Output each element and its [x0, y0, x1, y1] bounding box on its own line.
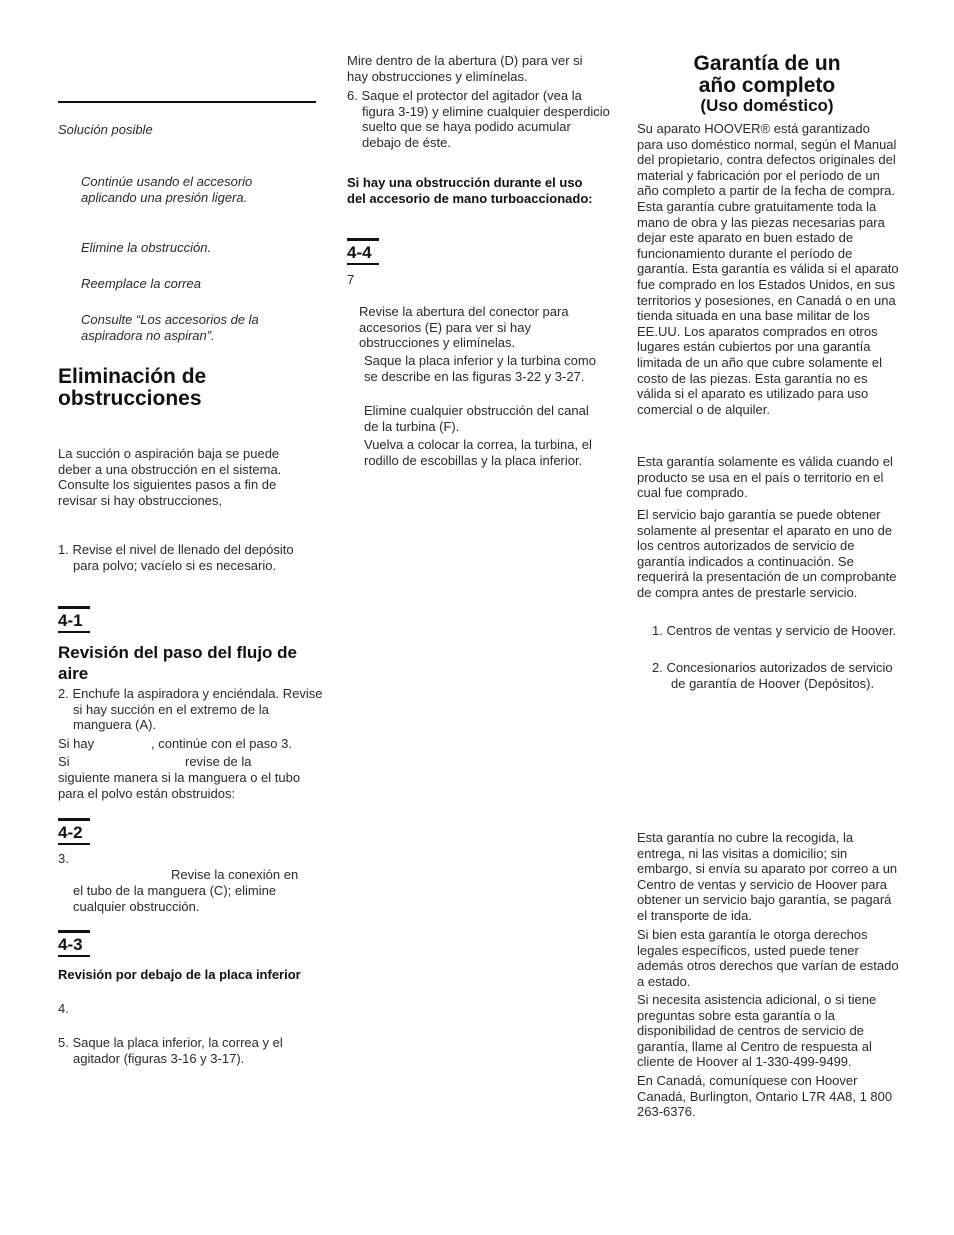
warranty-paragraph: El servicio bajo garantía se puede obtener solamente al presentar el aparato en uno de los centros autorizados de servicio de garantía indicados a continuación. Se requerirá la presentación de un comprobante de compra antes de prestarle servicio.	[637, 507, 897, 600]
section-underline	[347, 263, 379, 265]
step-3-number: 3.	[58, 851, 69, 866]
subsection-title-underplate: Revisión por debajo de la placa inferior	[58, 967, 301, 982]
step-3-continuation: el tubo de la manguera (C); elimine cualquier obstrucción.	[73, 883, 277, 914]
section-label-4-3: 4-3	[58, 935, 83, 954]
solution-item: Consulte “Los accesorios de la aspiradora no aspiran”.	[81, 312, 259, 343]
step-6: 6. Saque el protector del agitador (vea la figura 3-19) y elimine cualquier desperdicio suelto que se haya podido acumular debajo de éste.	[347, 88, 610, 150]
solution-item: Reemplace la correa	[81, 276, 201, 291]
solution-header: Solución posible	[58, 122, 153, 137]
section-rule	[58, 818, 90, 821]
warranty-paragraph: Si necesita asistencia adicional, o si tiene preguntas sobre esta garantía o la disponibilidad de centros de servicio de garantía, llame al Centro de respuesta al cliente de Hoover al 1-330-499-9499.	[637, 992, 877, 1070]
warranty-paragraph: Esta garantía no cubre la recogida, la entrega, ni las visitas a domicilio; sin embargo, si envía su aparato por correo a un Centro de ventas y servicio de Hoover para obtener un servicio bajo garantía, se pagará el transporte de ida.	[637, 830, 898, 923]
step-2: 2. Enchufe la aspiradora y enciéndala. Revise si hay succión en el extremo de la manguera (A).	[58, 686, 323, 733]
table-top-rule	[58, 101, 316, 103]
warranty-title-line2: año completo	[698, 74, 836, 97]
section-rule	[347, 238, 379, 241]
step-1: 1. Revise el nivel de llenado del depósito para polvo; vacíelo si es necesario.	[58, 542, 294, 573]
intro-paragraph: La succión o aspiración baja se puede deber a una obstrucción en el sistema. Consulte los siguientes pasos a fin de revisar si hay obstrucciones,	[58, 446, 282, 508]
warranty-paragraph: Esta garantía solamente es válida cuando el producto se usa en el país o territorio en el cual fue comprado.	[637, 454, 893, 501]
turbo-item: Revise la abertura del conector para accesorios (E) para ver si hay obstrucciones y elimínelas.	[359, 304, 569, 351]
section-underline	[58, 843, 90, 845]
si-hay-continuation: , continúe con el paso 3.	[151, 736, 292, 751]
warranty-subtitle: (Uso doméstico)	[700, 96, 834, 115]
service-list-item: 2. Concesionarios autorizados de servicio de garantía de Hoover (Depósitos).	[652, 660, 893, 691]
warranty-title-line1: Garantía de un	[693, 52, 841, 75]
continued-text: Mire dentro de la abertura (D) para ver si hay obstrucciones y elimínelas.	[347, 53, 583, 84]
subsection-title-airflow: Revisión del paso del flujo de aire	[58, 643, 297, 683]
step-3-text: Revise la conexión en	[171, 867, 299, 882]
service-list-item: 1. Centros de ventas y servicio de Hoover.	[652, 623, 897, 638]
solution-item: Continúe usando el accesorio aplicando una presión ligera.	[81, 174, 253, 205]
section-title-obstructions: Eliminación de obstrucciones	[58, 365, 207, 410]
turbo-item: Elimine cualquier obstrucción del canal de la turbina (F).	[364, 403, 589, 434]
turbo-item: Saque la placa inferior y la turbina como se describe en las figuras 3-22 y 3-27.	[364, 353, 596, 384]
warranty-paragraph: Si bien esta garantía le otorga derechos legales específicos, usted puede tener además otros derechos que varían de estado a estado.	[637, 927, 899, 989]
si-revise-text: revise de la	[185, 754, 252, 769]
warranty-paragraph: En Canadá, comuníquese con Hoover Canadá, Burlington, Ontario L7R 4A8, 1 800 263-6376.	[637, 1073, 893, 1120]
si-text: Si	[58, 754, 70, 769]
solution-item: Elimine la obstrucción.	[81, 240, 212, 255]
turbo-item: Vuelva a colocar la correa, la turbina, el rodillo de escobillas y la placa inferior.	[364, 437, 592, 468]
turbo-accessory-heading: Si hay una obstrucción durante el uso del accesorio de mano turboaccionado:	[347, 175, 593, 206]
si-hay-text: Si hay	[58, 736, 95, 751]
section-underline	[58, 631, 90, 633]
section-rule	[58, 606, 90, 609]
step-5: 5. Saque la placa inferior, la correa y el agitador (figuras 3-16 y 3-17).	[58, 1035, 283, 1066]
section-label-4-2: 4-2	[58, 823, 83, 842]
warranty-paragraph: Su aparato HOOVER® está garantizado para uso doméstico normal, según el Manual del propietario, contra defectos originales del material y fabricación por el período de un año completo a partir de la fecha de compra. Esta garantía cubre gratuitamente toda la mano de obra y las piezas necesarias para dejar este aparato en buen estado de funcionamiento durante el período de garantía. Esta garantía es válida si el aparato fue comprado en los Estados Unidos, en sus territorios y posesiones, en Canadá o en una tienda situada en una base militar de los EE.UU. Los aparatos comprados en otros lugares están cubiertos por una garantía limitada de un año que cubre solamente el costo de las piezas. Esta garantía no es válida si el aparato es utilizado para uso comercial o de alquiler.	[637, 121, 899, 417]
step-4-number: 4.	[58, 1001, 69, 1016]
si-continuation: siguiente manera si la manguera o el tubo para el polvo están obstruidos:	[58, 770, 301, 801]
section-underline	[58, 955, 90, 957]
section-label-4-4: 4-4	[347, 243, 372, 262]
step-7-number: 7	[347, 272, 355, 287]
section-rule	[58, 930, 90, 933]
section-label-4-1: 4-1	[58, 611, 83, 630]
